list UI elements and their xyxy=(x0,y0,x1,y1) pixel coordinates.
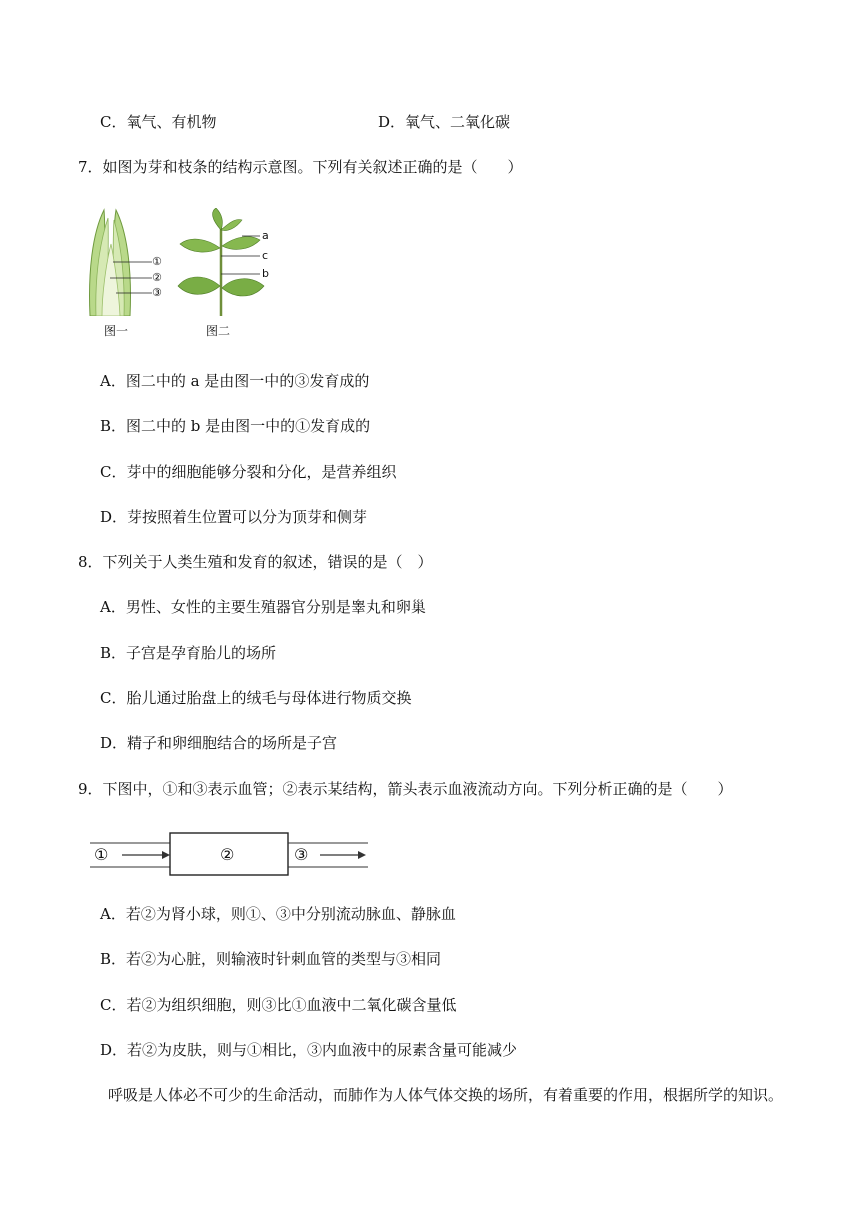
q7-option-d: D．芽按照着生位置可以分为顶芽和侧芽 xyxy=(100,508,368,526)
q7-stem: 7．如图为芽和枝条的结构示意图。下列有关叙述正确的是（ ） xyxy=(78,158,523,176)
twig-mark-c: c xyxy=(262,249,269,262)
twig-image xyxy=(176,208,276,316)
q6-option-d: D．氧气、二氧化碳 xyxy=(378,113,511,131)
q9-option-a: A．若②为肾小球，则①、③中分别流动脉血、静脉血 xyxy=(100,905,456,923)
vessel-mark-3: ③ xyxy=(294,845,309,864)
bud-mark-1: ① xyxy=(152,255,162,268)
q9-option-b: B．若②为心脏，则输液时针刺血管的类型与③相同 xyxy=(100,950,442,968)
structure-mark-2: ② xyxy=(220,845,235,864)
figure1-caption: 图一 xyxy=(104,324,129,338)
bud-section-figure xyxy=(82,204,182,344)
vessel-mark-1: ① xyxy=(94,845,109,864)
q7-option-c: C．芽中的细胞能够分裂和分化，是营养组织 xyxy=(100,463,397,481)
q8-option-d: D．精子和卵细胞结合的场所是子宫 xyxy=(100,734,338,752)
q8-stem: 8．下列关于人类生殖和发育的叙述，错误的是（ ） xyxy=(78,553,433,571)
blood-flow-diagram xyxy=(90,831,370,877)
q9-option-d: D．若②为皮肤，则与①相比，③内血液中的尿素含量可能减少 xyxy=(100,1041,518,1059)
twig-mark-a: a xyxy=(262,229,269,242)
twig-mark-b: b xyxy=(262,267,269,280)
passage-text: 呼吸是人体必不可少的生命活动，而肺作为人体气体交换的场所，有着重要的作用，根据所学的知识。 xyxy=(108,1086,784,1104)
q9-option-c: C．若②为组织细胞，则③比①血液中二氧化碳含量低 xyxy=(100,996,457,1014)
q7-option-a: A．图二中的 a 是由图一中的③发育成的 xyxy=(100,372,370,390)
twig-figure xyxy=(176,208,286,344)
q6-option-c: C．氧气、有机物 xyxy=(100,113,217,131)
q7-option-b: B．图二中的 b 是由图一中的①发育成的 xyxy=(100,417,371,435)
bud-mark-3: ③ xyxy=(152,286,162,299)
figure2-caption: 图二 xyxy=(206,324,231,338)
q8-option-c: C．胎儿通过胎盘上的绒毛与母体进行物质交换 xyxy=(100,689,412,707)
bud-section-image xyxy=(82,204,182,316)
q9-stem: 9．下图中，①和③表示血管；②表示某结构，箭头表示血液流动方向。下列分析正确的是（ ） xyxy=(78,780,733,798)
q8-option-b: B．子宫是孕育胎儿的场所 xyxy=(100,644,277,662)
q8-option-a: A．男性、女性的主要生殖器官分别是睾丸和卵巢 xyxy=(100,598,426,616)
bud-mark-2: ② xyxy=(152,271,162,284)
